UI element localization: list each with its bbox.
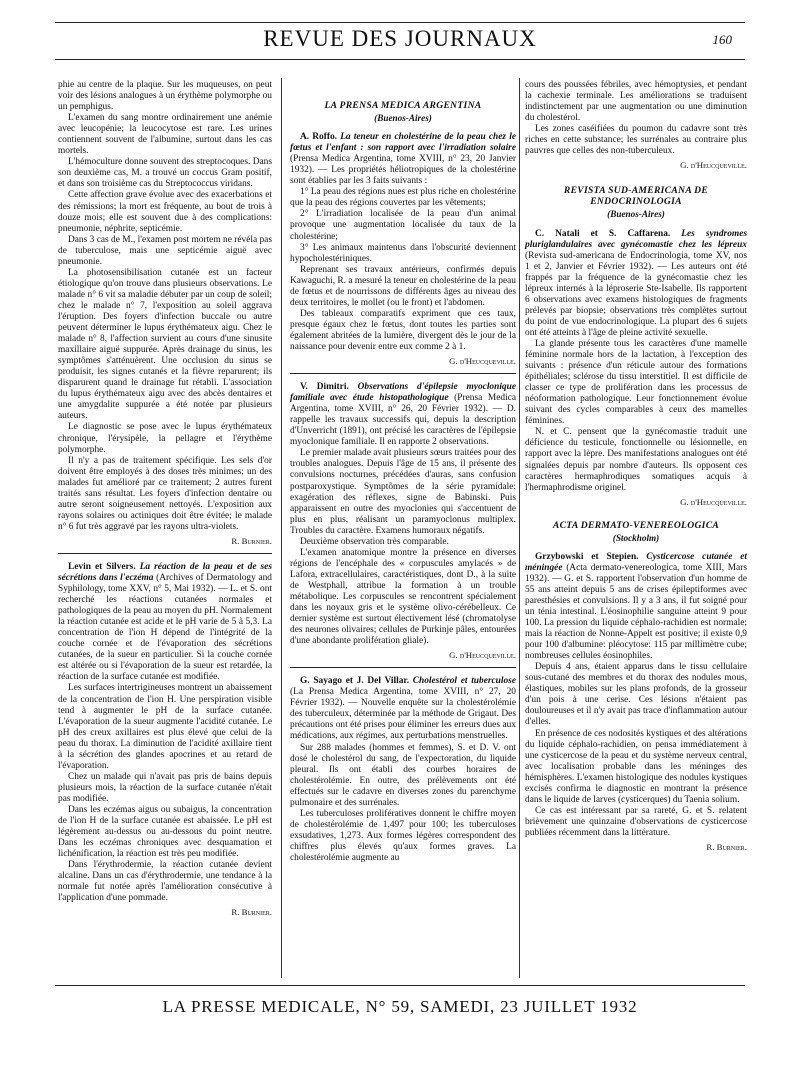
journal-section-city: (Buenos-Aires) xyxy=(374,113,432,124)
paragraph: Le premier malade avait plusieurs sœurs traitées pour des troubles analogues. Depuis l'âge de 15 ans, il présente des convulsions nocturnes, précédées d'auras, sans confusion postparoxystique. Symptômes de la série pyramidale: exagération des réflexes, signe de Babinski. Puis apparaissent en outre des myoclonies qui s'accentuent de plus en plus, réalisant un paramyoclonus multiplex. Troubles du caractère. Examens humoraux négatifs. xyxy=(290,448,516,536)
page-footer: LA PRESSE MEDICALE, N° 59, SAMEDI, 23 JUILLET 1932 xyxy=(162,997,638,1016)
paragraph: phie au centre de la plaque. Sur les muqueuses, on peut voir des lésions analogues à un érythème polymorphe ou un pemphigus. xyxy=(58,80,272,113)
article-authors: G. Sayago et J. Del Villar. xyxy=(300,676,410,687)
paragraph: Le diagnostic se pose avec le lupus érythémateux chronique, l'érysipèle, la pellagre et l'érythème polymorphe. xyxy=(58,422,272,455)
author-signature: G. d'Heucqueville. xyxy=(680,160,747,171)
article-title: Observations d'épilepsie myoclonique familiale avec étude histopathologique xyxy=(290,382,516,404)
journal-section-city: (Buenos-Aires) xyxy=(607,209,665,220)
paragraph: cours des poussées fébriles, avec hémoptysies, et pendant la cachexie terminale. Les améliorations se traduisent indistinctement par une augmentation ou une diminution du cholestérol. xyxy=(525,80,747,124)
paragraph: Les surfaces intertrigineuses montrent un abaissement de la concentration de l'ion H. Une perspiration visible tend à augmenter le pH de la surface cutanée. L'évaporation de la sueur augmente l'acidité cutanée. Le pH des creux axillaires est plus élevé que celui de la peau du thorax. La diminution de l'acidité axillaire tient à la sécrétion des glandes apocrines et au retard de l'évaporation. xyxy=(58,683,272,771)
article-authors: Levin et Silvers. xyxy=(68,561,136,572)
column-3 xyxy=(525,80,747,859)
article-reference: (Revista sud-americana de Endocrinologia, tome XV, nos 1 et 2, Janvier et Février 1932). — Les auteurs ont été frappés par la fréquence de la gynécomastie chez les lépreux internés à la léproserie Ste-Isabelle. Ils rapportent 6 observations avec examens histologiques de fragments prélevés par biopsie; observations très complètes surtout du point de vue endocrinologique. La plupart des 6 sujets ont été atteints à l'âge de pleine activité sexuelle. xyxy=(525,250,747,338)
article-title: La teneur en cholestérine de la peau chez le fœtus et l'enfant : son rapport avec l'irradiation solaire xyxy=(290,132,516,154)
header-bottom-rule xyxy=(55,59,745,60)
article-title: Les syndromes pluriglandulaires avec gynécomastie chez les lépreux xyxy=(525,228,747,250)
paragraph: Dans 3 cas de M., l'examen post mortem ne révéla pas de tuberculose, mais une septicémie aiguë avec pneumonie. xyxy=(58,234,272,267)
article-heading xyxy=(290,132,516,187)
article-reference: (Prensa Medica Argentina, tome XVIII, n° 26, 20 Février 1932). — D. rappelle les travaux successifs qui, depuis la description d'Unverricht (1891), ont précisé les caractères de l'épilepsie myoclonique familiale. Il en rapporte 2 observations. xyxy=(290,393,517,448)
paragraph: Il n'y a pas de traitement spécifique. Les sels d'or doivent être employés à des doses très minimes; un des malades fut amélioré par ce traitement; 2 autres furent traités sans résultat. Les foyers d'infection dentaire ou autre seront soigneusement nettoyés. L'exposition aux rayons solaires ou actiniques doit être évitée; le malade n° 6 fut très aggravé par les rayons ultra-violets. xyxy=(58,455,272,532)
paragraph: La glande présente tous les caractères d'une mamelle féminine normale hors de la lactation, à l'exception des suivants : présence d'un réticule autour des formations épithéliales; sclérose du tissu interstitiel. Il est difficile de classer ce type de prolifération dans les processus de néoformation pathologique. Leur fonctionnement évolue suivant des cycles comparables à ceux des mamelles féminines. xyxy=(525,338,747,427)
paragraph: Les tuberculoses prolifératives donnent le chiffre moyen de cholestérolémie de 1,497 pour 100; les tuberculoses exsudatives, 1,273. Aux formes légères correspondent des chiffres plus élevés qu'aux formes graves. La cholestérolémie augmente au xyxy=(290,808,516,863)
paragraph: 3° Les animaux maintenus dans l'obscurité deviennent hypocholestériniques. xyxy=(290,242,516,264)
article-separator xyxy=(290,373,516,374)
header-top-rule xyxy=(55,22,745,23)
paragraph: Ce cas est intéressant par sa rareté, G. et S. relatent brièvement une quinzaine d'observations de cysticercose publiées récemment dans la littérature. xyxy=(525,805,747,838)
paragraph: La photosensibilisation cutanée est un facteur étiologique qu'on trouve dans plusieurs observations. Le malade n° 6 vit sa maladie débuter par un coup de soleil; chez le malade n° 7, l'exposition au soleil aggrava l'éruption. Des foyers d'infection buccale ou autre peuvent déterminer le lupus érythémateux aigu. Chez le malade n° 8, l'affection survient au cours d'une sinusite maxillaire aiguë suppurée. Après drainage du sinus, les symptômes s'atténuèrent. Une occlusion du sinus se produisit, les signes cutanés et la fièvre reparurent; ils disparurent quand le drainage fut rétabli. L'association du lupus érythémateux aigu avec des abcès dentaires et une amygdalite suppurée a été notée par plusieurs auteurs. xyxy=(58,267,272,422)
article-title: Cholestérol et tuberculose xyxy=(412,676,516,687)
page-number: 160 xyxy=(712,32,732,47)
paragraph: Cette affection grave évolue avec des exacerbations et des rémissions; la mort est fréquente, au bout de trois à douze mois; elle est souvent due à des complications: pneumonie, néphrite, septicémie. xyxy=(58,190,272,234)
journal-section-title: LA PRENSA MEDICA ARGENTINA xyxy=(324,100,482,111)
paragraph: Deuxième observation très comparable. xyxy=(300,536,449,547)
column-1 xyxy=(58,80,272,924)
article-reference: (Archives of Dermatology and Syphilology, tome XXV, n° 5, Mai 1932). — L. et S. ont recherché les réactions cutanées normales et pathologiques de la peau au moyen du pH. Normalement la réaction cutanée est acide et le pH varie de 5 à 5,3. La concentration de l'ion H dépend de l'intégrité de la couche cornée et de l'évaporation des sécrétions cutanées, de la sueur en particulier. Si la couche cornée est altérée ou si l'évaporation de la sueur est retardée, la réaction de la surface cutanée est modifiée. xyxy=(58,573,272,683)
article-authors: V. Dimitri. xyxy=(300,382,349,393)
article-reference: (Acta dermato-venereologica, tome XIII, Mars 1932). — G. et S. rapportent l'observation d'un homme de 55 ans atteint depuis 5 ans de crises épileptiformes avec paresthésies et convulsions. Il y a 3 ans, il fut soigné pour un ténia intestinal. L'éosinophilie sanguine atteint 9 pour 100. La pression du liquide céphalo-rachidien est normale; mais la réaction de Nonne-Appelt est positive; il existe 0,9 pour 100 d'albumine: pléocytose: 115 par millimètre cube; nombreuses cellules éosinophiles. xyxy=(525,562,747,662)
author-signature: R. Burnier. xyxy=(231,535,272,546)
paragraph: Depuis 4 ans, étaient apparus dans le tissu cellulaire sous-cutané des membres et du thorax des nodules mous, élastiques, mobiles sur les plans profonds, de la grosseur d'un pois à une cerise. Ces lésions n'étaient pas douloureuses et il n'y avait pas trace d'inflammation autour d'elles. xyxy=(525,662,747,728)
journal-section-title: ACTA DERMATO-VENEREOLOGICA xyxy=(552,519,720,531)
paragraph: Des tableaux comparatifs expriment que ces taux, presque égaux chez le fœtus, dont toutes les parties sont également abritées de la lumière, divergent dès le jour de la naissance pour devenir entre eux comme 2 à 1. xyxy=(290,308,516,352)
paragraph: 2° L'irradiation localisée de la peau d'un animal provoque une augmentation localisée du taux de la cholestérine; xyxy=(290,209,516,242)
column-divider-1 xyxy=(281,78,282,978)
author-signature: G. d'Heucqueville. xyxy=(449,356,516,367)
article-title: La réaction de la peau et de ses sécrétions dans l'eczéma xyxy=(58,561,272,584)
paragraph: 1° La peau des régions nues est plus riche en cholestérine que la peau des régions couvertes par les vêtements; xyxy=(290,187,516,209)
paragraph: L'examen anatomique montre la présence en diverses régions de l'encéphale des « corpuscules amylacés » de Lafora, extracellulaires, caractéristiques, dont D., à la suite de Westphall, attribue la formation à un trouble métabolique. Les corpuscules se rencontrent spécialement dans les noyaux gris et le système olivo-cérébelleux. Ce dernier système est surtout électivement lésé (chromatolyse des neurones olivaires; cellules de Purkinje pâles, entourées d'une abondante prolifération gliale). xyxy=(290,547,516,647)
article-reference: (La Prensa Medica Argentina, tome XVIII, n° 27, 20 Février 1932). — Nouvelle enquête sur la cholestérolémie des tuberculeux, déterminée par la méthode de Grigaut. Des précautions ont été prises pour éliminer les erreurs dues aux médications, aux régimes, aux perturbations menstruelles. xyxy=(290,687,516,742)
article-heading xyxy=(525,229,747,339)
paragraph: Reprenant ses travaux antérieurs, confirmés depuis Kawaguchi, R. a mesuré la teneur en cholestérine de la peau de fœtus et de nourrissons de différents âges au niveau des deux territoires, le mollet (ou le front) et l'abdomen. xyxy=(290,264,516,308)
article-separator xyxy=(58,553,272,554)
article-heading xyxy=(290,676,516,742)
paragraph: Les zones caséifiées du poumon du cadavre sont très riches en cette substance; les surrénales au contraire plus pauvres que celles des non-tuberculeux. xyxy=(525,124,747,157)
journal-section-title: REVISTA SUD-AMERICANA DE ENDOCRINOLOGIA xyxy=(563,185,709,208)
paragraph: Chez un malade qui n'avait pas pris de bains depuis plusieurs mois, la réaction de la surface cutanée n'était pas modifiée. xyxy=(58,771,272,804)
author-signature: R. Burnier. xyxy=(231,907,272,918)
paragraph: L'examen du sang montre ordinairement une anémie avec leucopénie; la leucocytose est rare. Les urines contiennent souvent de l'albumine, surtout dans les cas mortels. xyxy=(58,113,272,157)
journal-section-city: (Stockholm) xyxy=(612,532,660,543)
article-heading xyxy=(525,552,747,662)
footer-rule xyxy=(55,985,745,986)
paragraph: N. et C. pensent que la gynécomastie traduit une déficience du testicule, fonctionnelle ou lésionnelle, en rapport avec la lèpre. Des manifestations analogues ont été signalées depuis par nombre d'auteurs. Ils opposent ces caractères hermaphrodiques somatiques acquis à l'hermaphrodisme originel. xyxy=(525,427,747,493)
article-authors: A. Roffo. xyxy=(300,132,338,143)
paragraph: Dans l'érythrodermie, la réaction cutanée devient alcaline. Dans un cas d'érythrodermie, une tendance à la normale fut notée après l'amélioration consécutive à l'application d'une pommade. xyxy=(58,860,272,904)
article-title: Cysticercose cutanée et méningée xyxy=(525,551,748,573)
author-signature: G. d'Heucqueville. xyxy=(680,496,747,507)
paragraph: En présence de ces nodosités kystiques et des altérations du liquide céphalo-rachidien, on pensa immédiatement à une cysticercose de la peau et du système nerveux central, avec localisation probable dans les méninges des hémisphères. L'examen histologique des nodules kystiques excisés confirma le diagnostic en montrant la présence dans le liquide de larves (cysticerques) du Taenia solium. xyxy=(525,728,747,805)
article-heading xyxy=(58,562,272,684)
article-separator xyxy=(290,667,516,668)
article-heading xyxy=(290,382,516,448)
article-reference: (Prensa Medica Argentina, tome XVIII, n° 23, 20 Janvier 1932). — Les propriétés héliotropiques de la cholestérine sont établies par les 3 faits suivants : xyxy=(290,154,516,187)
article-authors: C. Natali et S. Caffarena. xyxy=(535,228,671,239)
author-signature: G. d'Heucqueville. xyxy=(449,650,516,661)
page-header-title: REVUE DES JOURNAUX xyxy=(263,26,537,51)
paragraph: Dans les eczémas aigus ou subaigus, la concentration de l'ion H de la surface cutanée est abaissée. Le pH est légèrement au-dessus ou au-dessous du point neutre. Dans les eczémas chroniques avec desquamation et lichénification, la réaction est très peu modifiée. xyxy=(58,805,272,860)
column-divider-2 xyxy=(519,78,520,978)
paragraph: Sur 288 malades (hommes et femmes), S. et D. V. ont dosé le cholestérol du sang, de l'expectoration, du liquide pleural. Ils ont établi des courbes horaires de cholestérolémie. En outre, des prélèvements ont été effectués sur le cadavre en diverses zones du parenchyme pulmonaire et des surrénales. xyxy=(290,742,516,808)
column-2 xyxy=(290,80,516,864)
article-authors: Grzybowski et Stepien. xyxy=(535,551,639,562)
author-signature: R. Burnier. xyxy=(706,842,747,852)
paragraph: L'hémoculture donne souvent des streptocoques. Dans son deuxième cas, M. a trouvé un coccus Gram positif, et dans son troisième cas du Streptococcus viridans. xyxy=(58,157,272,190)
